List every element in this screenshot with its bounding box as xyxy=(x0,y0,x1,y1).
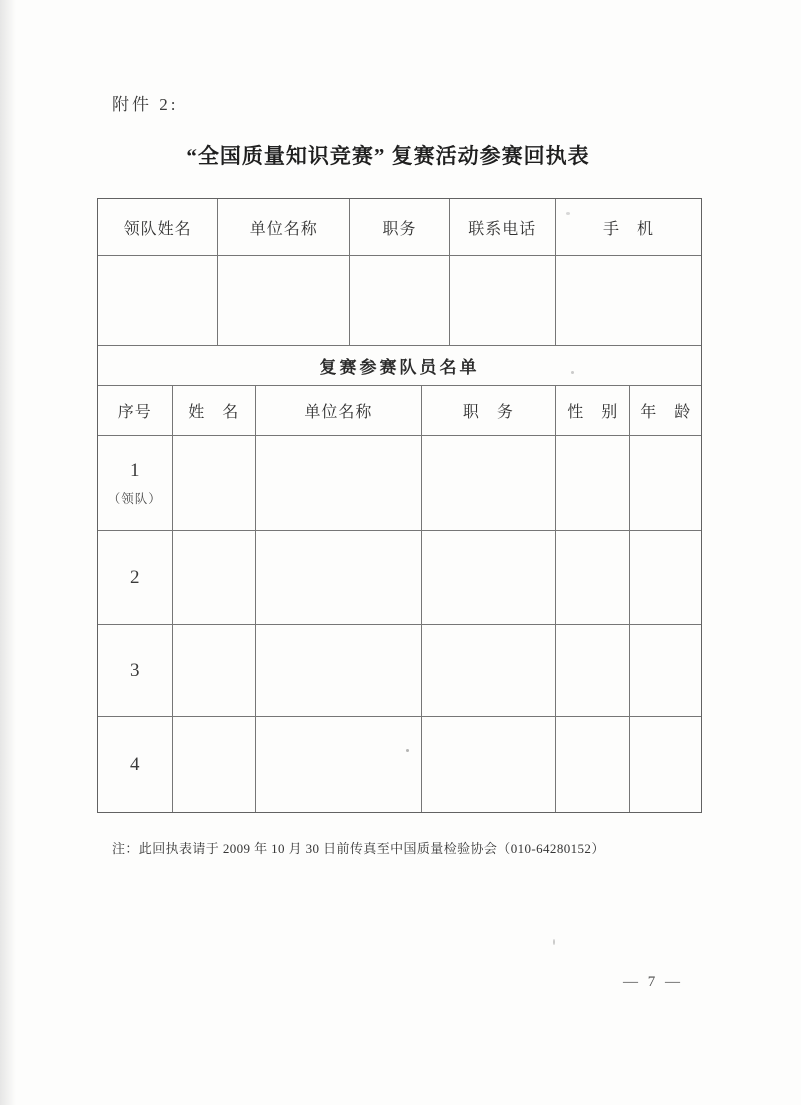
header-label: 年 龄 xyxy=(640,404,692,421)
leader-header-row xyxy=(98,199,701,256)
empty-cell xyxy=(256,717,422,812)
document-title: “全国质量知识竞赛” 复赛活动参赛回执表 xyxy=(186,144,590,168)
leader-header-position xyxy=(350,199,449,256)
row-number: 3 xyxy=(130,659,140,681)
header-label: 职 务 xyxy=(462,404,514,421)
members-header-seq xyxy=(98,386,173,436)
empty-cell xyxy=(556,256,701,346)
member-row-4 xyxy=(98,717,701,812)
leader-blank-row xyxy=(98,256,701,346)
row-number: 2 xyxy=(130,566,140,588)
page-number: — 7 — xyxy=(623,974,683,990)
member-row-1 xyxy=(98,436,701,531)
members-header-unit xyxy=(256,386,422,436)
empty-cell xyxy=(450,256,556,346)
members-section-title: 复赛参赛队员名单 xyxy=(319,358,480,377)
empty-cell xyxy=(556,436,631,531)
empty-cell xyxy=(630,436,701,531)
header-label: 性 别 xyxy=(567,404,619,421)
empty-cell xyxy=(173,717,256,812)
leader-header-unit xyxy=(218,199,350,256)
members-section-header xyxy=(98,346,701,386)
header-label: 序号 xyxy=(117,404,152,421)
empty-cell xyxy=(422,531,556,625)
row-seq-cell xyxy=(98,531,173,625)
empty-cell xyxy=(256,531,422,625)
members-header-age xyxy=(630,386,701,436)
member-row-2 xyxy=(98,531,701,625)
leader-header-mobile xyxy=(556,199,701,256)
header-label: 领队姓名 xyxy=(123,220,192,238)
empty-cell xyxy=(422,625,556,717)
row-leader-label: （领队） xyxy=(107,491,162,506)
empty-cell xyxy=(630,625,701,717)
fax-note: 注：此回执表请于 2009 年 10 月 30 日前传真至中国质量检验协会（010-64280152） xyxy=(112,841,605,856)
empty-cell xyxy=(256,625,422,717)
row-number: 1 xyxy=(130,459,140,481)
empty-cell xyxy=(350,256,449,346)
members-header-position xyxy=(422,386,556,436)
empty-cell xyxy=(173,531,256,625)
row-seq-cell xyxy=(98,717,173,812)
member-row-3 xyxy=(98,625,701,717)
empty-cell xyxy=(98,256,218,346)
header-label: 单位名称 xyxy=(304,404,373,421)
header-label: 姓 名 xyxy=(188,404,240,421)
empty-cell xyxy=(173,625,256,717)
members-header-row xyxy=(98,386,701,436)
header-label: 职务 xyxy=(382,220,417,238)
empty-cell xyxy=(556,717,631,812)
empty-cell xyxy=(173,436,256,531)
row-seq-cell xyxy=(98,625,173,717)
empty-cell xyxy=(630,531,701,625)
scan-speck xyxy=(553,939,555,945)
header-label: 联系电话 xyxy=(468,220,537,238)
scan-edge-shadow xyxy=(0,0,16,1105)
row-number: 4 xyxy=(130,753,140,775)
empty-cell xyxy=(630,717,701,812)
members-header-gender xyxy=(556,386,631,436)
leader-header-phone xyxy=(450,199,556,256)
registration-table xyxy=(97,198,702,813)
empty-cell xyxy=(556,625,631,717)
empty-cell xyxy=(256,436,422,531)
header-label: 单位名称 xyxy=(249,220,318,238)
empty-cell xyxy=(556,531,631,625)
leader-header-name xyxy=(98,199,218,256)
row-seq-cell xyxy=(98,436,173,531)
header-label: 手 机 xyxy=(602,220,654,238)
empty-cell xyxy=(422,436,556,531)
empty-cell xyxy=(218,256,350,346)
attachment-label: 附件 2: xyxy=(112,95,179,114)
empty-cell xyxy=(422,717,556,812)
members-header-name xyxy=(173,386,256,436)
